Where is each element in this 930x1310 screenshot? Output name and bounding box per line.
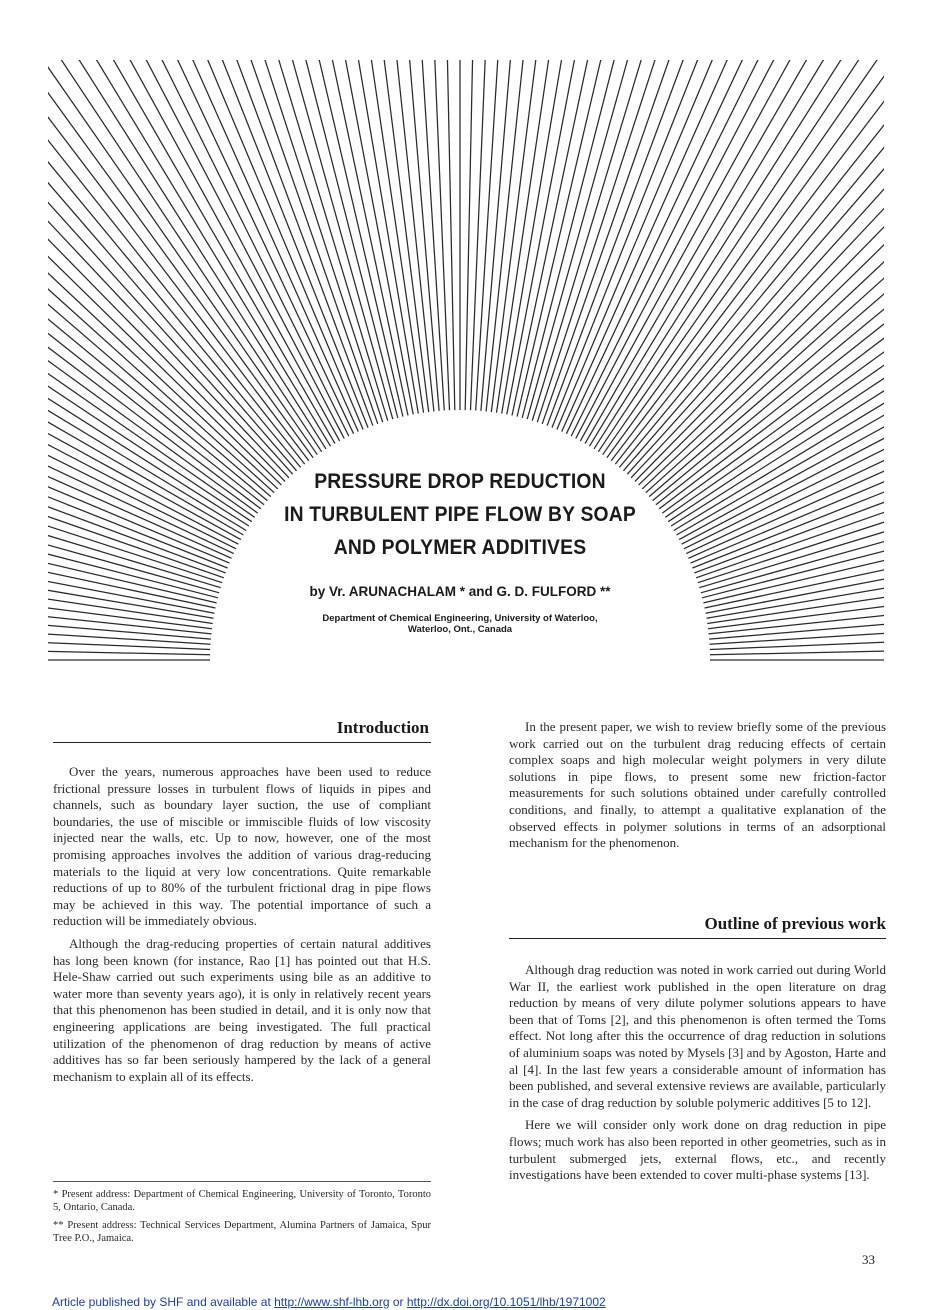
decorative-ray: [665, 60, 884, 517]
heading-rule: [53, 742, 431, 743]
decorative-ray: [537, 60, 884, 422]
credit-middle: or: [389, 1295, 407, 1309]
decorative-ray: [48, 312, 218, 598]
credit-prefix: Article published by SHF and available at: [52, 1295, 275, 1309]
decorative-ray: [48, 60, 267, 501]
decorative-ray: [48, 60, 293, 474]
decorative-ray: [619, 60, 884, 467]
outline-body: [509, 962, 886, 1190]
decorative-ray: [48, 200, 224, 578]
decorative-ray: [656, 60, 884, 505]
decorative-ray: [48, 60, 317, 455]
decorative-ray: [256, 60, 424, 413]
doi-link[interactable]: http://dx.doi.org/10.1051/lhb/1971002: [406, 1295, 606, 1309]
footnote-1: * Present address: Department of Chemical Engineering, University of Toronto, Toronto 5, Ontario, Canada.: [53, 1189, 431, 1213]
affiliation-line: Waterloo, Ont., Canada: [407, 624, 513, 635]
title-line: IN TURBULENT PIPE FLOW BY SOAP: [284, 503, 636, 526]
title-line: PRESSURE DROP REDUCTION: [314, 470, 606, 493]
publication-credit: [52, 1295, 606, 1309]
page-number: 33: [862, 1252, 875, 1267]
decorative-ray: [48, 91, 232, 559]
decorative-ray: [585, 60, 884, 444]
decorative-ray: [557, 60, 884, 430]
section-heading-introduction: Introduction: [336, 718, 429, 737]
body-paragraph: Here we will consider only work done on drag reduction in pipe flows; much work has also been reported in other geometries, such as in turbulent submerged jets, external flows, etc., and recently investigations have been extended to cover multi-phase systems [13].: [509, 1117, 886, 1183]
author-byline: by Vr. ARUNACHALAM * and G. D. FULFORD **: [309, 584, 611, 599]
body-paragraph: In the present paper, we wish to review briefly some of the previous work carried out on the turbulent drag reducing effects of certain complex soaps and high molecular weight polymers in very dilute solutions in pipe flows, to present some new friction-factor measurements for such solutions obtained under carefully controlled conditions, and finally, to attempt a qualitative explanation of the observed effects in polymer solutions in terms of an adsorptional mechanism for the phenomenon.: [509, 719, 886, 851]
decorative-ray: [48, 60, 249, 526]
decorative-ray: [285, 60, 429, 412]
footnote-rule: [53, 1181, 431, 1182]
decorative-ray: [547, 60, 884, 426]
introduction-body: [53, 764, 431, 1091]
decorative-ray: [48, 145, 228, 568]
decorative-ray: [48, 60, 252, 522]
title-line: AND POLYMER ADDITIVES: [333, 536, 587, 559]
body-paragraph: Although the drag-reducing properties of certain natural additives has long been known (for instance, Rao [1] has pointed out that H.S. Hele-Shaw carried out such experiments using bile as an additive to water more than seventy years ago), it is only in relatively recent years that this phenomenon has been studied in detail, and it is only now that engineering applications are being investigated. The full practical utilization of the phenomenon of drag reduction by means of active additives has so far been seriously hampered by the lack of a general mechanism to explain all of its effects.: [53, 935, 431, 1084]
body-paragraph: Over the years, numerous approaches have been used to reduce frictional pressure losses in turbulent flows of liquids in pipes and channels, such as boundary layer suction, the use of compliant boundaries, the use of miscible or immiscible fluids of low viscosity injected near the walls, etc. Up to now, however, one of the most promising approaches involves the addition of various drag-reducing materials to the liquid at very low concentrations. Quite remarkable reductions of up to 80% of the turbulent frictional drag in pipe flows may be achieved in this way. The potential importance of such a reduction will be immediately obvious.: [53, 764, 431, 929]
decorative-ray: [48, 60, 289, 478]
decorative-ray: [48, 60, 274, 493]
introduction-body-continued: [509, 719, 886, 858]
decorative-ray: [674, 60, 884, 531]
decorative-ray: [623, 60, 884, 471]
decorative-ray: [48, 60, 244, 535]
section-heading-outline: Outline of previous work: [704, 914, 886, 933]
decorative-ray: [491, 60, 635, 412]
body-paragraph: Although drag reduction was noted in work carried out during World War II, the earliest work published in the open literature on drag reduction by means of very dilute polymer solutions appears to have been that of Toms [2], and this phenomenon is often termed the Toms effect. Not long after this the occurrence of drag reduction in solutions of aluminium soaps was noted by Mysels [3] and by Agoston, Harte and al [4]. In the last few years a considerable amount of information has been published, and several extensive reviews are available, particularly in the case of drag reduction by soluble polymeric additives [5 to 12].: [509, 962, 886, 1110]
decorative-ray: [48, 60, 236, 549]
footnote-2: ** Present address: Technical Services Department, Alumina Partners of Jamaica, Spur Tree P.O., Jamaica.: [53, 1220, 431, 1244]
decorative-ray: [497, 60, 665, 413]
decorative-ray: [48, 60, 261, 509]
article-title: [258, 465, 663, 564]
affiliation-line: Department of Chemical Engineering, University of Waterloo,: [322, 613, 598, 624]
radial-line-art-banner: [48, 60, 884, 665]
shf-lhb-link[interactable]: http://www.shf-lhb.org: [274, 1295, 390, 1309]
decorative-ray: [48, 64, 234, 554]
decorative-ray: [699, 255, 884, 587]
heading-rule: [509, 938, 886, 939]
author-affiliation: [270, 613, 650, 635]
decorative-ray: [48, 60, 285, 481]
